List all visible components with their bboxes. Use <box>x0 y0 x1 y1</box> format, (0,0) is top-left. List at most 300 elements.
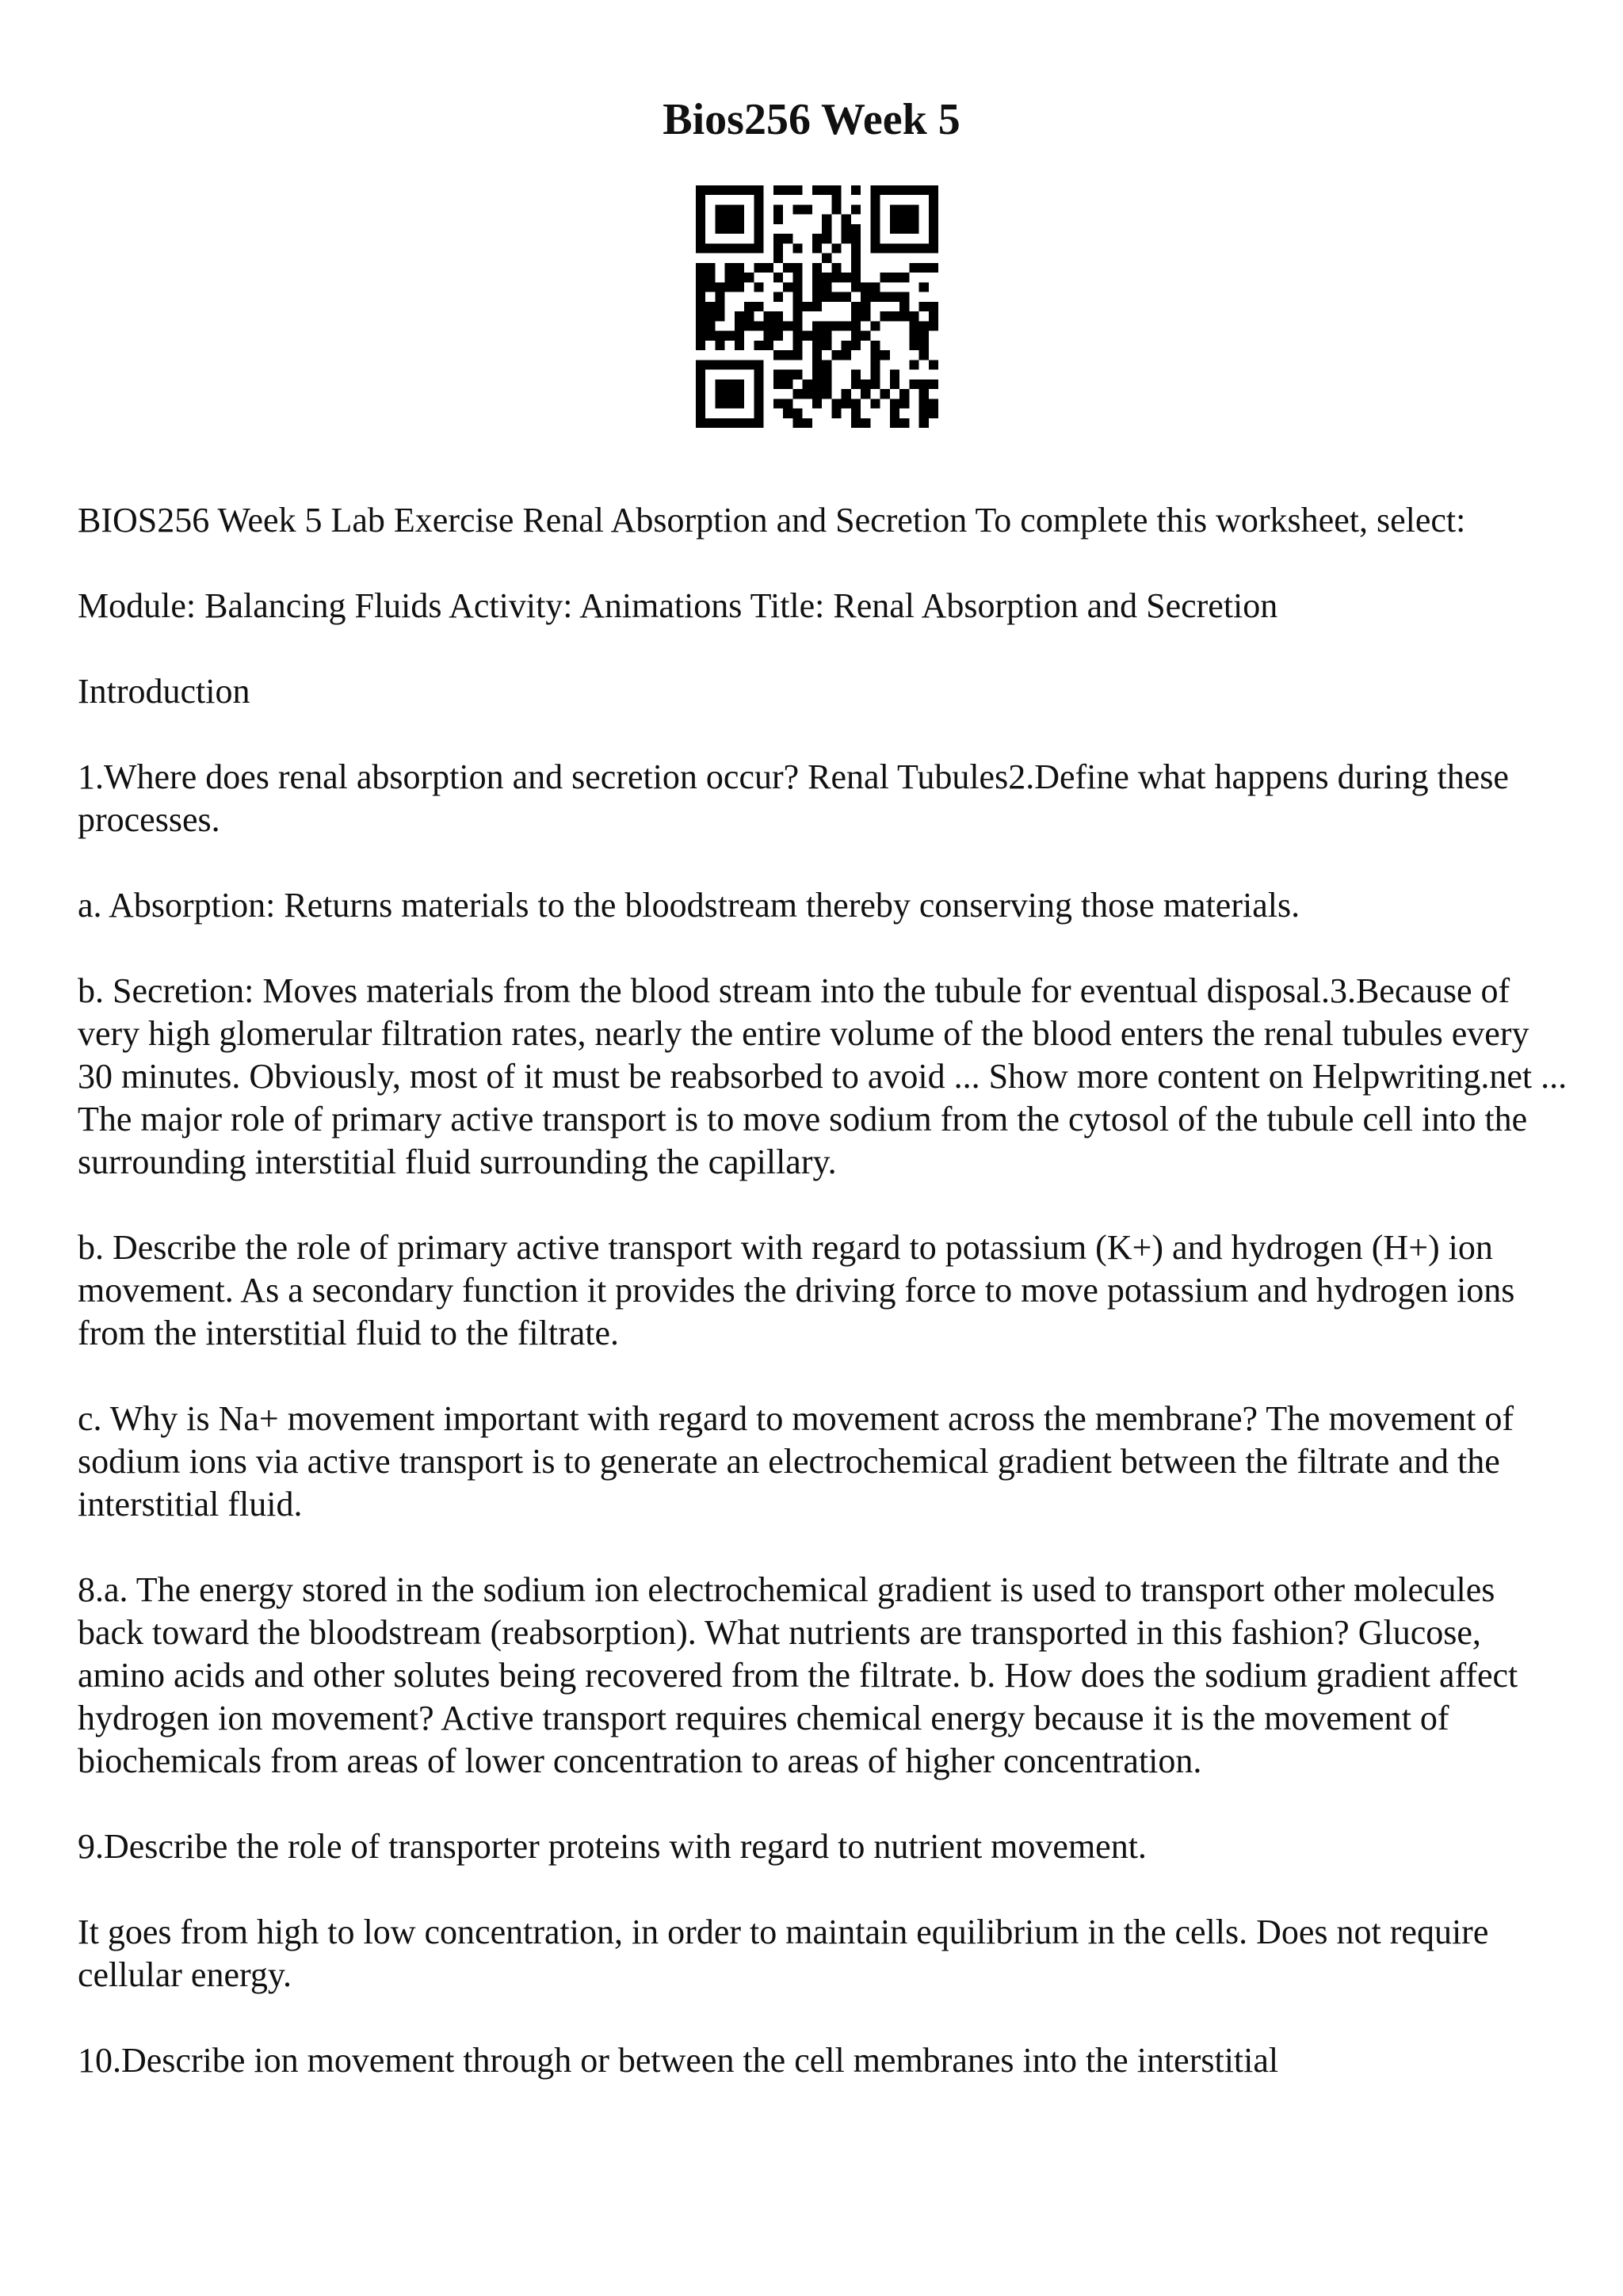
qr-module <box>773 370 783 379</box>
qr-module <box>929 263 938 273</box>
qr-module <box>735 331 744 341</box>
qr-module <box>909 263 918 273</box>
qr-module <box>861 282 870 292</box>
qr-module <box>754 282 763 292</box>
qr-module <box>861 302 870 311</box>
qr-module <box>899 215 909 224</box>
qr-module <box>803 418 812 428</box>
qr-module <box>842 389 851 399</box>
document-body <box>78 499 1568 2125</box>
qr-module <box>919 263 929 273</box>
qr-module <box>696 195 705 204</box>
qr-module <box>831 292 841 302</box>
paragraph-intro-line: BIOS256 Week 5 Lab Exercise Renal Absorption and Secretion To complete this worksheet, select: <box>78 501 1466 540</box>
qr-module <box>919 409 929 418</box>
qr-module <box>890 224 899 234</box>
qr-module <box>773 215 783 224</box>
qr-module <box>783 370 792 379</box>
qr-module <box>822 360 831 369</box>
qr-module <box>822 331 831 341</box>
qr-module <box>812 234 822 243</box>
qr-module <box>909 341 918 350</box>
qr-module <box>735 204 744 214</box>
qr-module <box>899 302 909 311</box>
qr-module <box>870 215 880 224</box>
qr-module <box>735 341 744 350</box>
qr-module <box>715 204 724 214</box>
qr-module <box>812 243 822 253</box>
qr-module <box>744 418 754 428</box>
qr-module <box>783 234 792 243</box>
qr-module <box>870 204 880 214</box>
qr-module <box>735 399 744 408</box>
qr-module <box>919 418 929 428</box>
qr-module <box>909 321 918 330</box>
qr-module <box>773 234 783 243</box>
qr-module <box>783 321 792 330</box>
paragraph-question-8: 8.a. The energy stored in the sodium ion electrochemical gradient is used to transport other molecules back toward the bloodstream (reabsorption). What nutrients are transported in this fashion? Glucose, amino acids and other solutes being recovered from the filtrate. b. How does the sodium gradient affect hydrogen ion movement? Active transport requires chemical energy because it is the movement of biochemicals from areas of lower concentration to areas of higher concentration. <box>78 1570 1518 1780</box>
qr-module <box>696 273 705 282</box>
qr-module <box>870 321 880 330</box>
qr-module <box>773 243 783 253</box>
paragraph-answer-9: It goes from high to low concentration, in order to maintain equilibrium in the cells. Does not require cellular energy. <box>78 1913 1489 1994</box>
qr-module <box>773 321 783 330</box>
qr-module <box>696 215 705 224</box>
qr-module <box>696 311 705 321</box>
qr-module <box>822 224 831 234</box>
qr-module <box>842 273 851 282</box>
qr-module <box>696 360 705 369</box>
qr-module <box>899 399 909 408</box>
qr-module <box>764 321 773 330</box>
qr-module <box>861 379 870 389</box>
paragraph-primary-transport: The major role of primary active transport is to move sodium from the cytosol of the tubule cell into the surrounding interstitial fluid surrounding the capillary. <box>78 1100 1528 1181</box>
qr-module <box>715 341 724 350</box>
qr-module <box>929 321 938 330</box>
qr-module <box>725 243 735 253</box>
qr-module <box>909 331 918 341</box>
qr-module <box>725 389 735 399</box>
qr-module <box>822 273 831 282</box>
qr-module <box>792 370 802 379</box>
qr-module <box>715 243 724 253</box>
qr-module <box>754 418 763 428</box>
qr-module <box>851 234 861 243</box>
qr-module <box>705 331 715 341</box>
qr-module <box>715 215 724 224</box>
qr-module <box>842 350 851 360</box>
qr-module <box>919 282 929 292</box>
qr-code-icon <box>696 185 938 428</box>
qr-module <box>919 341 929 350</box>
qr-module <box>899 418 909 428</box>
qr-module <box>705 263 715 273</box>
qr-module <box>851 185 861 195</box>
qr-module <box>880 243 890 253</box>
qr-module <box>831 273 841 282</box>
qr-module <box>792 185 802 195</box>
qr-module <box>890 292 899 302</box>
qr-module <box>773 254 783 263</box>
qr-module <box>812 360 822 369</box>
qr-module <box>831 195 841 204</box>
qr-module <box>754 234 763 243</box>
qr-module <box>725 224 735 234</box>
qr-module <box>783 263 792 273</box>
qr-module <box>929 379 938 389</box>
qr-module <box>705 311 715 321</box>
qr-module <box>754 389 763 399</box>
qr-module <box>909 185 918 195</box>
qr-module <box>812 389 822 399</box>
qr-module <box>715 282 724 292</box>
qr-module <box>696 389 705 399</box>
qr-module <box>696 302 705 311</box>
qr-module <box>773 379 783 389</box>
qr-module <box>890 243 899 253</box>
qr-module <box>919 185 929 195</box>
qr-module <box>735 243 744 253</box>
qr-module <box>861 311 870 321</box>
qr-module <box>696 331 705 341</box>
qr-module <box>870 379 880 389</box>
qr-module <box>705 185 715 195</box>
qr-module <box>831 350 841 360</box>
qr-module <box>764 331 773 341</box>
qr-module <box>754 341 763 350</box>
qr-module <box>764 311 773 321</box>
qr-module <box>735 360 744 369</box>
qr-module <box>792 204 802 214</box>
qr-module <box>831 321 841 330</box>
qr-module <box>773 350 783 360</box>
qr-module <box>754 263 763 273</box>
qr-module <box>754 360 763 369</box>
qr-module <box>929 243 938 253</box>
qr-module <box>851 282 861 292</box>
qr-module <box>842 321 851 330</box>
qr-module <box>764 263 773 273</box>
qr-module <box>890 185 899 195</box>
qr-module <box>715 360 724 369</box>
qr-module <box>754 204 763 214</box>
qr-module <box>851 302 861 311</box>
qr-module <box>715 302 724 311</box>
qr-module <box>880 311 890 321</box>
qr-module <box>812 292 822 302</box>
qr-module <box>735 311 744 321</box>
qr-module <box>754 224 763 234</box>
qr-module <box>773 273 783 282</box>
qr-module <box>773 311 783 321</box>
qr-module <box>842 341 851 350</box>
qr-module <box>744 321 754 330</box>
qr-module <box>725 418 735 428</box>
qr-module <box>735 379 744 389</box>
qr-module <box>880 389 890 399</box>
qr-module <box>870 234 880 243</box>
qr-module <box>754 195 763 204</box>
qr-module <box>812 331 822 341</box>
qr-module <box>754 243 763 253</box>
qr-module <box>919 350 929 360</box>
qr-module <box>773 185 783 195</box>
qr-module <box>803 204 812 214</box>
qr-module <box>899 243 909 253</box>
qr-module <box>783 379 792 389</box>
qr-module <box>812 263 822 273</box>
qr-module <box>890 379 899 389</box>
qr-module <box>792 273 802 282</box>
qr-module <box>909 215 918 224</box>
qr-module <box>735 321 744 330</box>
qr-module <box>880 273 890 282</box>
qr-module <box>792 331 802 341</box>
qr-module <box>842 224 851 234</box>
qr-module <box>899 389 909 399</box>
qr-module <box>812 341 822 350</box>
qr-module <box>890 204 899 214</box>
qr-module <box>919 331 929 341</box>
qr-module <box>803 389 812 399</box>
qr-module <box>861 331 870 341</box>
qr-module <box>890 418 899 428</box>
qr-module <box>725 282 735 292</box>
qr-module <box>822 389 831 399</box>
qr-module <box>812 370 822 379</box>
qr-module <box>812 399 822 408</box>
qr-module <box>909 360 918 369</box>
qr-module <box>735 215 744 224</box>
qr-module <box>899 311 909 321</box>
qr-module <box>919 379 929 389</box>
qr-module <box>870 243 880 253</box>
qr-module <box>744 360 754 369</box>
qr-module <box>890 273 899 282</box>
qr-module <box>851 311 861 321</box>
qr-module <box>773 204 783 214</box>
qr-module <box>792 389 802 399</box>
qr-module <box>812 273 822 282</box>
qr-module <box>803 379 812 389</box>
qr-module <box>870 292 880 302</box>
qr-module <box>792 341 802 350</box>
qr-module <box>909 379 918 389</box>
qr-module <box>812 185 822 195</box>
paragraph-sodium-movement: c. Why is Na+ movement important with regard to movement across the membrane? The movement of sodium ions via active transport is to generate an electrochemical gradient between the filtrate and the interstitial fluid. <box>78 1399 1514 1524</box>
qr-module <box>909 224 918 234</box>
qr-module <box>822 185 831 195</box>
qr-module <box>870 282 880 292</box>
qr-module <box>822 379 831 389</box>
qr-module <box>715 224 724 234</box>
qr-module <box>899 204 909 214</box>
qr-module <box>870 350 880 360</box>
qr-module <box>831 185 841 195</box>
qr-module <box>822 341 831 350</box>
paragraph-absorption: a. Absorption: Returns materials to the bloodstream thereby conserving those materials. <box>78 886 1300 925</box>
qr-module <box>851 273 861 282</box>
qr-module <box>754 302 763 311</box>
qr-module <box>735 263 744 273</box>
qr-module <box>851 263 861 273</box>
qr-module <box>851 331 861 341</box>
qr-module <box>744 243 754 253</box>
qr-module <box>696 185 705 195</box>
qr-module <box>783 409 792 418</box>
paragraph-introduction-heading: Introduction <box>78 672 250 711</box>
qr-module <box>773 292 783 302</box>
qr-module <box>929 360 938 369</box>
qr-module <box>929 409 938 418</box>
paragraph-question-1: 1.Where does renal absorption and secretion occur? Renal Tubules2.Define what happens during these processes. <box>78 757 1509 839</box>
qr-module <box>735 273 744 282</box>
qr-module <box>870 185 880 195</box>
qr-module <box>822 292 831 302</box>
qr-module <box>715 418 724 428</box>
qr-module <box>725 379 735 389</box>
qr-module <box>715 185 724 195</box>
qr-module <box>783 399 792 408</box>
qr-module <box>705 282 715 292</box>
qr-module <box>822 282 831 292</box>
qr-module <box>851 254 861 263</box>
qr-module <box>870 360 880 369</box>
qr-module <box>715 292 724 302</box>
qr-module <box>822 370 831 379</box>
qr-module <box>822 254 831 263</box>
qr-module <box>803 331 812 341</box>
qr-module <box>842 399 851 408</box>
qr-module <box>783 350 792 360</box>
qr-module <box>842 234 851 243</box>
document-title: Bios256 Week 5 <box>663 95 960 144</box>
qr-module <box>792 243 802 253</box>
qr-module <box>919 243 929 253</box>
qr-module <box>842 292 851 302</box>
qr-module <box>715 331 724 341</box>
qr-module <box>919 321 929 330</box>
qr-module <box>744 311 754 321</box>
qr-module <box>861 292 870 302</box>
qr-module <box>880 292 890 302</box>
qr-module <box>754 185 763 195</box>
qr-module <box>696 282 705 292</box>
qr-module <box>783 282 792 292</box>
qr-module <box>929 204 938 214</box>
qr-module <box>851 399 861 408</box>
qr-module <box>899 185 909 195</box>
qr-module <box>735 389 744 399</box>
qr-module <box>929 302 938 311</box>
qr-module <box>851 321 861 330</box>
qr-module <box>725 263 735 273</box>
qr-module <box>899 292 909 302</box>
qr-module <box>822 215 831 224</box>
qr-module <box>822 234 831 243</box>
qr-module <box>812 321 822 330</box>
qr-module <box>744 273 754 282</box>
qr-module <box>792 302 802 311</box>
qr-module <box>715 379 724 389</box>
qr-module <box>764 341 773 350</box>
paragraph-question-9: 9.Describe the role of transporter proteins with regard to nutrient movement. <box>78 1827 1147 1866</box>
qr-module <box>851 204 861 214</box>
qr-module <box>890 215 899 224</box>
qr-module <box>792 263 802 273</box>
qr-module <box>754 399 763 408</box>
qr-module <box>929 215 938 224</box>
qr-module <box>929 399 938 408</box>
qr-module <box>929 185 938 195</box>
qr-module <box>792 350 802 360</box>
qr-module <box>851 224 861 234</box>
qr-module <box>715 399 724 408</box>
qr-module <box>792 321 802 330</box>
qr-module <box>705 273 715 282</box>
qr-module <box>812 350 822 360</box>
qr-module <box>754 215 763 224</box>
qr-module <box>919 389 929 399</box>
qr-module <box>861 389 870 399</box>
qr-module <box>803 302 812 311</box>
qr-module <box>870 399 880 408</box>
qr-module <box>696 321 705 330</box>
qr-module <box>870 195 880 204</box>
qr-module <box>705 360 715 369</box>
qr-module <box>696 409 705 418</box>
qr-module <box>696 399 705 408</box>
paragraph-secretion: b. Secretion: Moves materials from the blood stream into the tubule for eventual disposal.3.Because of very high glomerular filtration rates, nearly the entire volume of the blood enters the renal tubules every 30 minutes. Obviously, most of it must be reabsorbed to avoid ... Show more content on Helpwriting.net ... <box>78 971 1568 1096</box>
qr-module <box>715 311 724 321</box>
qr-module <box>812 379 822 389</box>
qr-module <box>715 389 724 399</box>
qr-module <box>792 418 802 428</box>
paragraph-module: Module: Balancing Fluids Activity: Animations Title: Renal Absorption and Secretion <box>78 586 1278 625</box>
qr-code-graphic <box>696 185 938 428</box>
qr-module <box>754 379 763 389</box>
qr-module <box>909 243 918 253</box>
qr-module <box>735 418 744 428</box>
qr-module <box>851 379 861 389</box>
qr-module <box>919 399 929 408</box>
qr-module <box>725 204 735 214</box>
qr-module <box>725 331 735 341</box>
qr-module <box>870 370 880 379</box>
qr-module <box>831 399 841 408</box>
qr-module <box>725 273 735 282</box>
qr-module <box>870 341 880 350</box>
qr-module <box>705 418 715 428</box>
qr-module <box>919 302 929 311</box>
qr-module <box>890 409 899 418</box>
qr-module <box>696 263 705 273</box>
qr-module <box>783 185 792 195</box>
qr-module <box>899 224 909 234</box>
qr-module <box>899 273 909 282</box>
qr-module <box>929 224 938 234</box>
qr-module <box>831 263 841 273</box>
qr-module <box>754 370 763 379</box>
qr-module <box>735 224 744 234</box>
qr-module <box>792 311 802 321</box>
qr-module <box>735 185 744 195</box>
qr-module <box>696 418 705 428</box>
qr-module <box>735 282 744 292</box>
qr-module <box>773 331 783 341</box>
qr-module <box>744 185 754 195</box>
qr-module <box>929 311 938 321</box>
